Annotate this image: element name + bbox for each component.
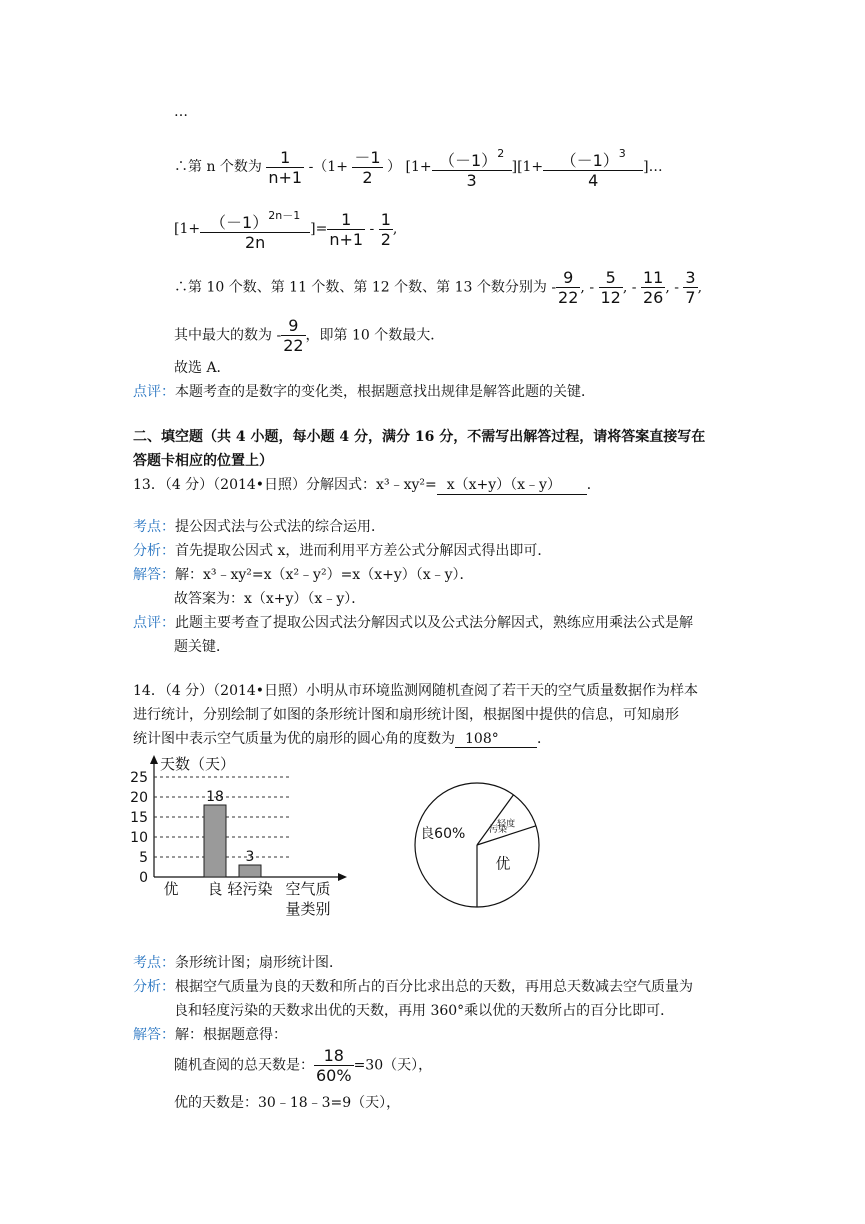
ellipsis-line: …: [174, 104, 188, 120]
x-tick-label: 良: [207, 880, 223, 898]
x-axis-title-line2: 量类别: [285, 900, 331, 918]
period: ．: [586, 477, 601, 493]
denominator: 2: [352, 167, 382, 187]
pie-label: 优: [495, 854, 511, 873]
q13-jieda: [133, 564, 474, 584]
q14-kaodian: [133, 952, 343, 972]
operator: ]: [643, 159, 649, 175]
period: ．: [537, 731, 551, 747]
dianping-label: 点评：: [133, 615, 175, 631]
jieda-label: 解答：: [133, 1027, 175, 1043]
denominator: n+1: [329, 229, 364, 249]
q14-total-line: [174, 1046, 432, 1085]
fraction: [432, 144, 512, 190]
value-sign: -: [589, 279, 599, 296]
total-prefix: 随机查阅的总天数是：: [174, 1057, 314, 1074]
q14-line1: 14．（4 分）（2014•日照）小明从市环境监测网随机查阅了若干天的空气质量数据作为样本: [133, 683, 699, 699]
q13-stem: [133, 474, 601, 495]
numerator: 1: [380, 209, 391, 229]
data-label: 18: [206, 789, 224, 805]
operator: ]=: [310, 221, 328, 237]
section-title-cont: 答题卡相应的位置上）: [133, 453, 273, 469]
values-prefix: ∴第 10 个数、第 11 个数、第 12 个数、第 13 个数分别为: [174, 279, 547, 296]
fraction: [327, 210, 365, 249]
numerator: 1: [341, 209, 352, 229]
values-line: [174, 268, 702, 307]
operator: [1+: [174, 221, 201, 237]
q13-fenxi: [133, 540, 551, 560]
denominator: n+1: [268, 167, 303, 187]
y-axis-title: 天数（天）: [160, 755, 236, 773]
operator: -（1+: [308, 159, 348, 175]
y-tick-label: 5: [139, 850, 148, 866]
fraction: [379, 210, 393, 249]
value-sign: -: [631, 279, 641, 296]
total-suffix: =30（天），: [353, 1057, 433, 1074]
jieda-text: 解：x³﹣xy²=x（x²﹣y²）=x（x+y）（x﹣y）．: [175, 567, 474, 583]
q13-stem-text: 13．（4 分）（2014•日照）分解因式：x³﹣xy²=: [133, 477, 437, 493]
numerator: 3: [685, 268, 696, 287]
nth-term-line: [174, 144, 663, 190]
x-axis-title: 空气质: [285, 880, 331, 898]
q14-jieda: [133, 1024, 287, 1044]
fenxi-text: 根据空气质量为良的天数和所占的百分比求出总的天数，再用总天数减去空气质量为: [175, 979, 693, 995]
value-sign: -: [551, 279, 557, 296]
fraction: [543, 144, 643, 190]
fenxi-label: 分析：: [133, 543, 175, 559]
numerator: 1: [280, 147, 291, 167]
kaodian-label: 考点：: [133, 519, 175, 535]
numerator: 5: [605, 268, 616, 287]
review-line: [133, 381, 595, 401]
q13-kaodian: [133, 516, 385, 536]
numerator: $(-1)^2$: [439, 147, 505, 170]
q14-answer-blank: 108°: [455, 731, 537, 748]
fraction: [641, 268, 665, 307]
x-tick-label: 优: [163, 880, 179, 898]
y-axis-arrow: [150, 755, 158, 764]
dianping-text: 此题主要考查了提取公因式法分解因式以及公式法分解因式，熟练应用乘法公式是解: [175, 615, 693, 631]
denominator: 22: [558, 288, 579, 307]
denominator: 12: [600, 288, 621, 307]
jieda-text: 解：根据题意得：: [175, 1027, 287, 1043]
operator: [1+: [405, 159, 432, 175]
numerator: －1: [354, 147, 381, 167]
kaodian-label: 考点：: [133, 955, 175, 971]
q14-line2: 进行统计，分别绘制了如图的条形统计图和扇形统计图，根据图中提供的信息，可知扇形: [133, 707, 679, 723]
bar-chart: [120, 752, 350, 924]
pie-chart: [410, 778, 545, 913]
nth-prefix: ∴第 n 个数为: [174, 159, 262, 175]
fraction: [314, 1046, 354, 1085]
numerator: 9: [563, 268, 574, 287]
operator: ]: [511, 159, 518, 175]
choose-line: 故选 A．: [174, 360, 231, 376]
q14-fenxi-cont: 良和轻度污染的天数求出优的天数，再用 360°乘以优的天数所占的百分比即可．: [174, 1003, 675, 1019]
denominator: 3: [432, 170, 512, 190]
fraction: [599, 268, 623, 307]
q14-line3: [133, 728, 551, 748]
y-tick-label: 25: [130, 770, 148, 786]
numerator: 11: [642, 268, 664, 287]
denominator: 2: [380, 229, 391, 249]
bar: [239, 865, 261, 877]
denominator: 22: [283, 336, 304, 355]
denominator: 26: [642, 288, 664, 307]
section-title: 二、填空题（共 4 小题，每小题 4 分，满分 16 分，不需写出解答过程，请将答案直接写在: [133, 429, 706, 445]
numerator: 18: [323, 1046, 344, 1065]
operator: ,: [392, 221, 398, 237]
max-line: [174, 316, 444, 355]
bar: [204, 805, 226, 877]
x-axis-arrow: [338, 873, 347, 881]
fraction: [352, 148, 382, 187]
fraction: [556, 268, 580, 307]
numerator: $(-1)^{2n-1}$: [210, 209, 301, 232]
jieda-label: 解答：: [133, 567, 175, 583]
data-label: 3: [245, 849, 255, 865]
denominator: 4: [543, 170, 643, 190]
ellipsis: …: [648, 159, 663, 175]
y-tick-label: 0: [139, 870, 148, 886]
q13-answer-blank: x（x+y）（x﹣y）: [437, 474, 587, 495]
comma: ,: [622, 279, 628, 296]
value-sign: -: [674, 279, 684, 296]
q14-you-line: 优的天数是：30﹣18﹣3=9（天），: [174, 1095, 401, 1111]
pie-label: 良60%: [420, 825, 466, 842]
operator: -: [369, 221, 375, 237]
kaodian-text: 条形统计图；扇形统计图．: [175, 955, 343, 971]
denominator: 2n: [200, 232, 310, 252]
fraction: [281, 316, 305, 355]
y-tick-label: 10: [130, 830, 148, 846]
operator: [1+: [517, 159, 544, 175]
review-text: 本题考查的是数字的变化类，根据题意找出规律是解答此题的关键．: [175, 384, 595, 400]
denominator: 60%: [316, 1066, 352, 1085]
q14-fenxi: [133, 976, 693, 996]
y-tick-label: 20: [130, 790, 148, 806]
q14-line3-text: 统计图中表示空气质量为优的扇形的圆心角的度数为: [133, 731, 455, 747]
max-suffix: ，即第 10 个数最大．: [305, 327, 445, 344]
fraction: [683, 268, 697, 307]
review-label: 点评：: [133, 384, 175, 400]
q13-answer-line: 故答案为：x（x+y）（x﹣y）．: [174, 591, 366, 607]
fraction: [266, 148, 304, 187]
comma: ,: [665, 279, 670, 296]
y-tick-label: 15: [130, 810, 148, 826]
pie-label: 污染: [489, 825, 508, 836]
max-prefix: 其中最大的数为: [174, 327, 272, 344]
numerator: $(-1)^3$: [560, 147, 626, 170]
continuation-line: [174, 206, 397, 252]
fenxi-text: 首先提取公因式 x，进而利用平方差公式分解因式得出即可．: [175, 543, 552, 559]
comma: ,: [697, 279, 703, 296]
operator: ）: [387, 159, 402, 175]
fraction: [200, 206, 310, 252]
comma: ,: [580, 279, 585, 296]
q13-dianping-cont: 题关键．: [174, 639, 230, 655]
pie-label: 轻度: [497, 819, 516, 830]
fenxi-label: 分析：: [133, 979, 175, 995]
kaodian-text: 提公因式法与公式法的综合运用．: [175, 519, 385, 535]
x-tick-label: 轻污染: [227, 880, 273, 898]
denominator: 7: [685, 288, 696, 307]
value-sign: -: [276, 327, 282, 344]
numerator: 9: [288, 316, 299, 335]
q13-dianping: [133, 612, 693, 632]
